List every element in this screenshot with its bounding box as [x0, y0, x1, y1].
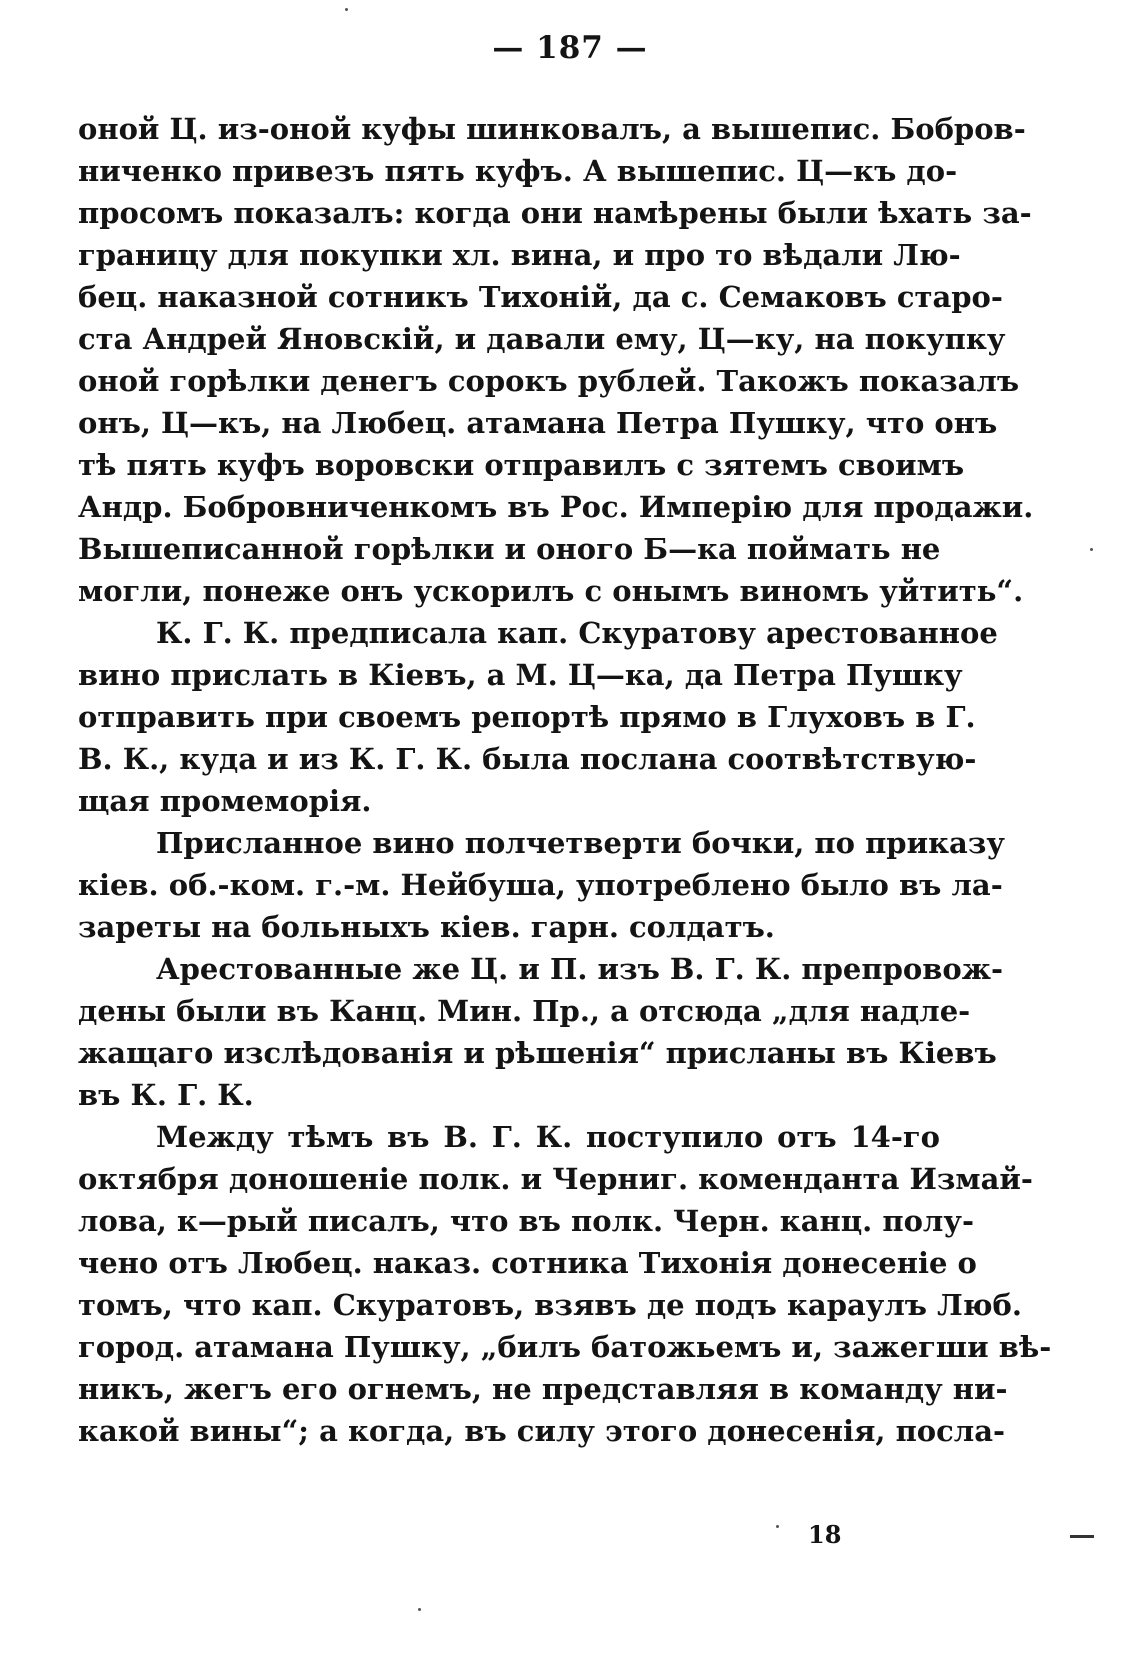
text-line: ниченко привезъ пять куфъ. А вышепис. Ц—къ до- — [78, 154, 958, 188]
text-line: томъ, что кап. Скуратовъ, взявъ де подъ караулъ Люб. — [78, 1288, 1022, 1322]
text-line: оной Ц. из-оной куфы шинковалъ, а вышепис. Бобров- — [78, 112, 1026, 146]
paragraph-start-line: Присланное вино полчетверти бочки, по приказу — [156, 826, 1005, 860]
text-line: вино прислать в Кіевъ, а М. Ц—ка, да Петра Пушку — [78, 658, 963, 692]
text-line: В. К., куда и из К. Г. К. была послана соотвѣтствую- — [78, 742, 977, 776]
text-line: онъ, Ц—къ, на Любец. атамана Петра Пушку, что онъ — [78, 406, 998, 440]
text-line: какой вины“; а когда, въ силу этого донесенія, посла- — [78, 1414, 1006, 1448]
print-speck — [345, 8, 348, 11]
print-mark — [1070, 1535, 1094, 1538]
text-line: въ К. Г. К. — [78, 1078, 254, 1112]
text-line: Вышеписанной горѣлки и оного Б—ка поймать не — [78, 532, 941, 566]
text-line: границу для покупки хл. вина, и про то вѣдали Лю- — [78, 238, 961, 272]
text-line: жащаго изслѣдованія и рѣшенія“ присланы въ Кіевъ — [78, 1036, 997, 1070]
text-line: оной горѣлки денегъ сорокъ рублей. Такожъ показалъ — [78, 364, 1020, 398]
text-line: город. атамана Пушку, „билъ батожьемъ и, зажегши вѣ- — [78, 1330, 1052, 1364]
page-header-number: — 187 — — [492, 30, 648, 66]
text-line: бец. наказной сотникъ Тихоній, да с. Семаковъ старо- — [78, 280, 1003, 314]
text-line: ста Андрей Яновскій, и давали ему, Ц—ку, на покупку — [78, 322, 1006, 356]
paragraph-start-line: К. Г. К. предписала кап. Скуратову арестованное — [156, 616, 998, 650]
text-line: щая промеморія. — [78, 784, 372, 818]
print-speck — [776, 1525, 779, 1528]
paragraph-start-line: Арестованные же Ц. и П. изъ В. Г. К. препровож- — [156, 952, 1004, 986]
body-text — [78, 108, 1052, 1452]
paragraph-start-line: Между тѣмъ въ В. Г. К. поступило отъ 14-го — [156, 1120, 940, 1154]
text-line: октября доношеніе полк. и Черниг. коменданта Измай- — [78, 1162, 1033, 1196]
text-line: отправить при своемъ репортѣ прямо в Глуховъ в Г. — [78, 700, 976, 734]
print-speck — [1090, 548, 1093, 551]
text-line: дены были въ Канц. Мин. Пр., а отсюда „для надле- — [78, 994, 971, 1028]
print-speck — [418, 1608, 421, 1611]
text-line: никъ, жегъ его огнемъ, не представляя в команду ни- — [78, 1372, 1008, 1406]
text-line: Андр. Бобровниченкомъ въ Рос. Имперію для продажи. — [78, 490, 1034, 524]
text-line: зареты на больныхъ кіев. гарн. солдатъ. — [78, 910, 775, 944]
text-line: тѣ пять куфъ воровски отправилъ с зятемъ своимъ — [78, 448, 965, 482]
text-line: могли, понеже онъ ускорилъ с онымъ виномъ уйтить“. — [78, 574, 1024, 608]
text-line: лова, к—рый писалъ, что въ полк. Черн. канц. полу- — [78, 1204, 974, 1238]
text-line: кіев. об.-ком. г.-м. Нейбуша, употреблено было въ ла- — [78, 868, 1003, 902]
text-line: просомъ показалъ: когда они намѣрены были ѣхать за- — [78, 196, 1032, 230]
signature-mark: 18 — [808, 1520, 842, 1549]
text-line: чено отъ Любец. наказ. сотника Тихонія донесеніе о — [78, 1246, 977, 1280]
